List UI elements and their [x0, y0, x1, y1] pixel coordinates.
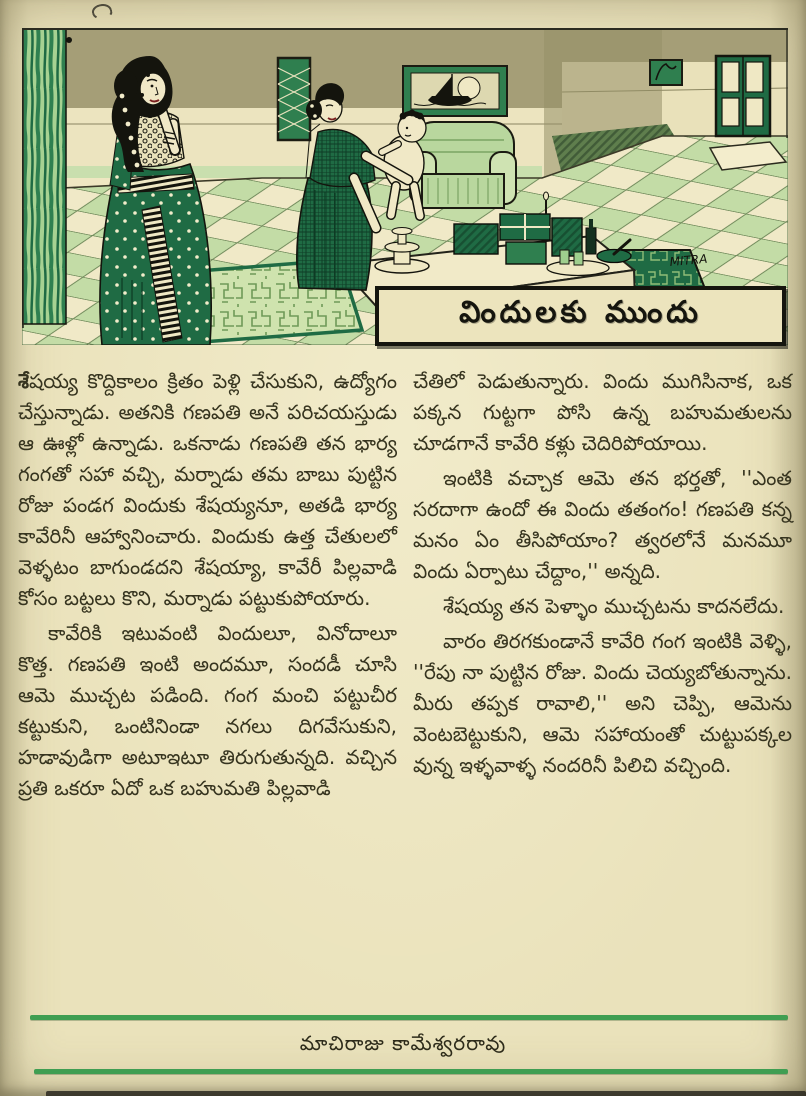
paragraph: శేషయ్య కొద్దికాలం క్రితం పెళ్లి చేసుకుని, ఉద్యోగం చేస్తున్నాడు. అతనికి గణపతి అనే పరిచయస్తుడు ఆ ఊళ్లో ఉన్నాడు. ఒకనాడు గణపతి తన భార్య గంగతో సహా వచ్చి, మర్నాడు తమ బాబు పుట్టిన రోజు పండగ విందుకు శేషయ్యనూ, అతడి భార్య కావేరినీ ఆహ్వానించారు. విందుకు ఉత్త చేతులలో వెళ్ళటం బాగుండదని శేషయ్యా, కావేరీ పిల్లవాడి కోసం బట్టలు కొని, మర్నాడు పట్టుకుపోయారు.	[18, 369, 397, 610]
story-title-box	[375, 286, 786, 346]
sailboat-picture-frame	[403, 66, 507, 116]
story-title: విందులకు ముందు	[459, 295, 702, 330]
paragraph: కావేరికి ఇటువంటి విందులూ, వినోదాలూ కొత్త. గణపతి ఇంటి అందమూ, సందడీ చూసి ఆమె ముచ్చట పడింది. గంగ మంచి పట్టుచీర కట్టుకుని, ఒంటినిండా నగలు దిగవేసుకుని, హడావుడిగా అటూఇటూ తిరుగుతున్నది. వచ్చిన ప్రతి ఒకరూ ఏదో ఒక బహుమతి పిల్లవాడి	[18, 621, 397, 800]
text-column-2	[413, 366, 792, 808]
scan-edge	[46, 1091, 806, 1096]
paragraph: వారం తిరగకుండానే కావేరి గంగ ఇంటికి వెళ్ళి, ''రేపు నా పుట్టిన రోజు. విందు చెయ్యబోతున్నాను. మీరు తప్పక రావాలి,'' అని చెప్పి, ఆమెను వెంటబెట్టుకుని, ఆమె సహాయంతో చుట్టుపక్కల వున్న ఇళ్ళవాళ్ళ నందరినీ పిలిచి వచ్చింది.	[413, 629, 792, 777]
story-illustration	[22, 28, 788, 345]
artist-signature: MITRA	[669, 251, 708, 269]
author-name: మాచిరాజు కామేశ్వరరావు	[299, 1031, 507, 1055]
print-artifact	[90, 2, 113, 21]
paragraph: చేతిలో పెడుతున్నారు. విందు ముగిసినాక, ఒక పక్కన గుట్టగా పోసి ఉన్న బహుమతులను చూడగానే కావేరి కళ్లు చెదిరిపోయాయి.	[413, 369, 792, 455]
armchair	[410, 122, 516, 208]
paragraph: శేషయ్య తన పెళ్ళాం ముచ్చటను కాదనలేదు.	[443, 594, 785, 618]
vent-window-icon	[650, 60, 682, 85]
text-column-1	[18, 366, 397, 808]
footer-rule-top	[30, 1015, 788, 1020]
lattice-window-icon	[278, 58, 310, 140]
story-body	[18, 366, 792, 808]
paragraph: ఇంటికి వచ్చాక ఆమె తన భర్తతో, ''ఎంత సరదాగా ఉందో ఈ విందు తతంగం! గణపతి కన్న మనం ఏం తీసిపోయాం? త్వరలోనే మనమూ విందు ఏర్పాటు చేద్దాం,'' అన్నది.	[413, 466, 792, 583]
footer-rule-bottom	[34, 1069, 788, 1074]
double-door	[716, 56, 770, 136]
curtain	[22, 28, 72, 324]
